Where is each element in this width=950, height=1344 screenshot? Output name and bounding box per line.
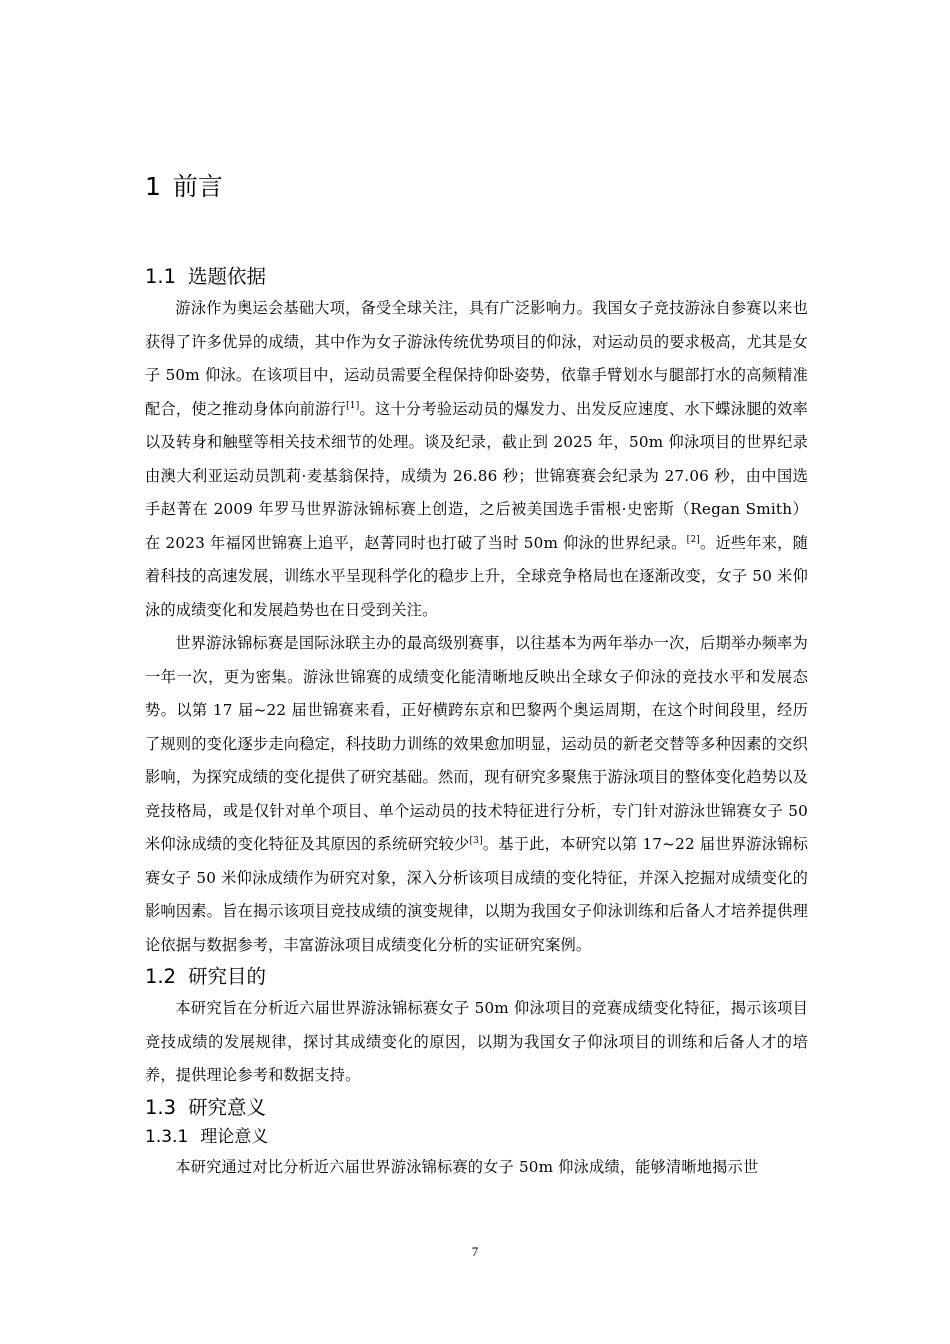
text-run: 世界游泳锦标赛是国际泳联主办的最高级别赛事，以往基本为两年举办一次，后期举办频率为一年一次，更为密集。游泳世锦赛的成绩变化能清晰地反映出全球女子仰泳的竞技水平和发展态势。以第 17 届~22 届世锦赛来看，正好横跨东京和巴黎两个奥运周期，在这个时间段里，经历了规则的变化逐步走向稳定，科技助力训练的效果愈加明显，运动员的新老交替等多种因素的交织影响，为探究成绩的变化提供了研究基础。然而，现有研究多聚焦于游泳项目的整体变化趋势以及竞技格局，或是仅针对单个项目、单个运动员的技术特征进行分析，专门针对游泳世锦赛女子 50 米仰泳成绩的变化特征及其原因的系统研究较少 <box>145 634 808 853</box>
page-number: 7 <box>471 1244 479 1259</box>
paragraph <box>145 627 808 962</box>
section-title: 选题依据 <box>188 265 267 288</box>
chapter-number: 1 <box>145 172 161 201</box>
section-title: 研究意义 <box>188 1095 267 1119</box>
section-number: 1.2 <box>145 965 177 988</box>
section-heading-1-1 <box>145 262 808 292</box>
citation: [2] <box>686 534 700 545</box>
text-run: 游泳作为奥运会基础大项，备受全球关注，具有广泛影响力。我国女子竞技游泳自参赛以来也获得了许多优异的成绩，其中作为女子游泳传统优势项目的仰泳，对运动员的要求极高，尤其是女子 50m 仰泳。在该项目中，运动员需要全程保持仰卧姿势，依靠手臂划水与腿部打水的高频精准配合，使之推动身体向前游行 <box>145 299 808 418</box>
citation: [1] <box>346 400 360 411</box>
paragraph: 本研究旨在分析近六届世界游泳锦标赛女子 50m 仰泳项目的竞赛成绩变化特征，揭示该项目竞技成绩的发展规律，探讨其成绩变化的原因，以期为我国女子仰泳项目的训练和后备人才的培养，提供理论参考和数据支持。 <box>145 999 808 1084</box>
subsection-heading-1-3-1 <box>145 1123 808 1151</box>
text-run: 。近些年来，随着科技的高速发展，训练水平呈现科学化的稳步上升，全球竞争格局也在逐渐改变，女子 50 米仰泳的成绩变化和发展趋势也在日受到关注。 <box>145 533 808 619</box>
chapter-title: 前言 <box>172 172 223 201</box>
citation: [3] <box>469 836 483 846</box>
paragraph: 本研究通过对比分析近六届世界游泳锦标赛的女子 50m 仰泳成绩，能够清晰地揭示世 <box>175 1157 759 1176</box>
subsection-number: 1.3.1 <box>145 1126 189 1147</box>
text-run: 。这十分考验运动员的爆发力、出发反应速度、水下蝶泳腿的效率以及转身和触壁等相关技术细节的处理。谈及纪录，截止到 2025 年，50m 仰泳项目的世界纪录由澳大利亚运动员凯莉·麦基翁保持，成绩为 26.86 秒；世锦赛赛会纪录为 27.06 秒，由中国选手赵菁在 2009 年罗马世界游泳锦标赛上创造，之后被美国选手雷根·史密斯（Regan Smith）在 2023 年福冈世锦赛上追平，赵菁同时也打破了当时 50m 仰泳的世界纪录。 <box>145 399 808 552</box>
section-heading-1-2 <box>145 962 808 992</box>
section-title: 研究目的 <box>188 965 267 988</box>
section-heading-1-3 <box>145 1093 808 1123</box>
page-content <box>145 170 808 1184</box>
subsection-title: 理论意义 <box>200 1126 269 1147</box>
section-number: 1.1 <box>145 265 177 288</box>
text-run: 。基于此，本研究以第 17~22 届世界游泳锦标赛女子 50 米仰泳成绩作为研究对象，深入分析该项目成绩的变化特征，并深入挖掘对成绩变化的影响因素。旨在揭示该项目竞技成绩的演变规律，以期为我国女子仰泳训练和后备人才培养提供理论依据与数据参考，丰富游泳项目成绩变化分析的实证研究案例。 <box>145 835 808 954</box>
section-number: 1.3 <box>145 1095 177 1119</box>
paragraph <box>145 292 808 627</box>
chapter-heading <box>145 170 808 204</box>
